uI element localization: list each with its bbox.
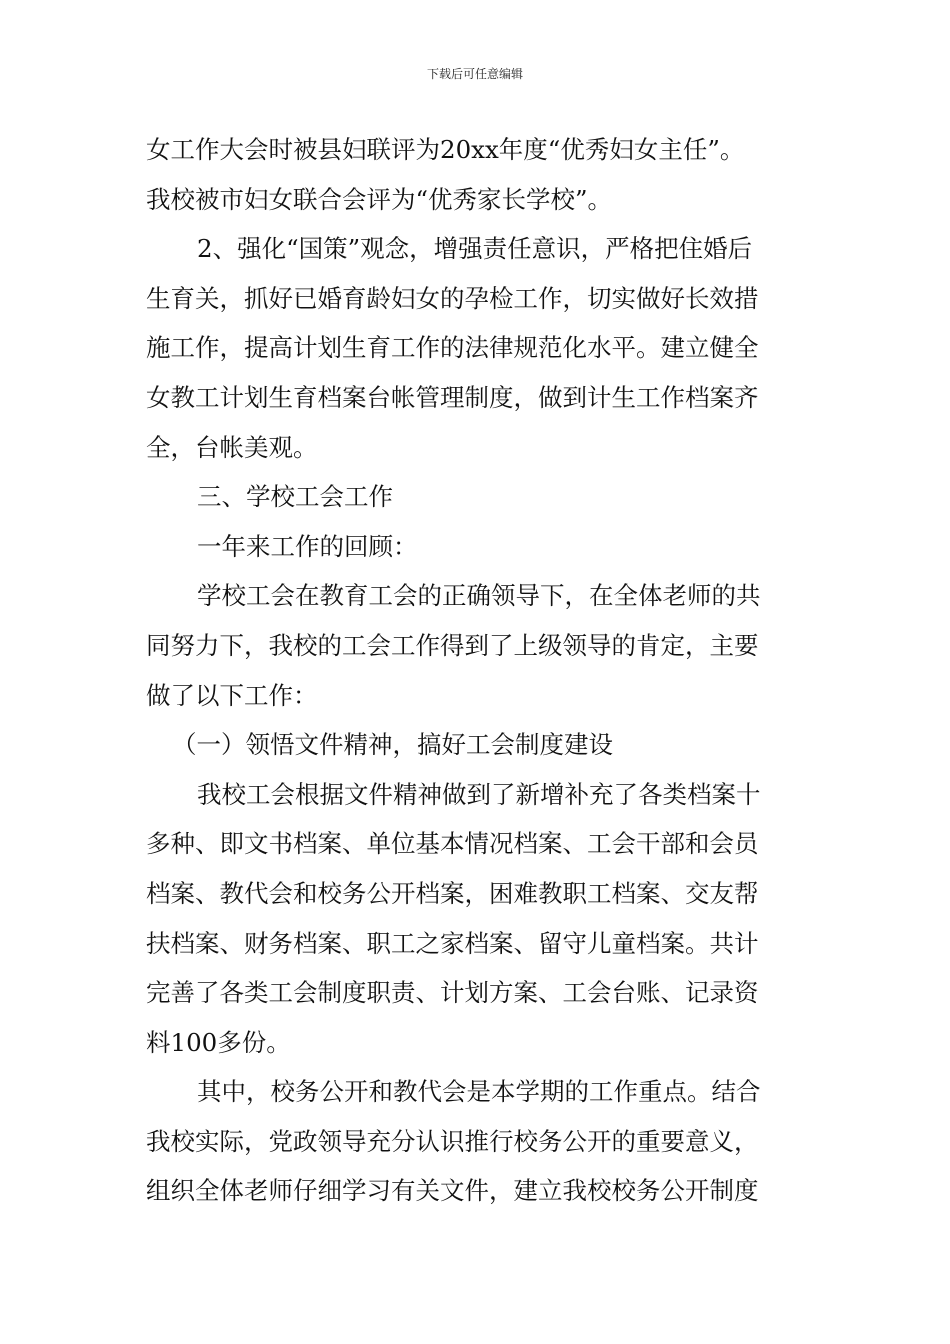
page-header: 下载后可任意编辑	[426, 67, 523, 81]
text-line: 料100多份。	[146, 1027, 291, 1057]
paragraph-first-line: 其中，校务公开和教代会是本学期的工作重点。结合	[197, 1077, 761, 1107]
subsection-heading: （一）领悟文件精神，搞好工会制度建设	[172, 730, 613, 760]
text-line: 女工作大会时被县妇联评为20xx年度“优秀妇女主任”。	[146, 135, 745, 164]
section-heading: 三、学校工会工作	[197, 482, 393, 512]
text-line: 档案、教代会和校务公开档案，困难教职工档案、交友帮	[146, 878, 759, 908]
text-line: 完善了各类工会制度职责、计划方案、工会台账、记录资	[146, 978, 759, 1008]
text-line: 女教工计划生育档案台帐管理制度，做到计生工作档案齐	[146, 382, 759, 412]
text-line: 组织全体老师仔细学习有关文件，建立我校校务公开制度	[146, 1176, 759, 1206]
text-line: 我校实际，党政领导充分认识推行校务公开的重要意义，	[146, 1126, 759, 1156]
text-line: 我校被市妇女联合会评为“优秀家长学校”。	[146, 184, 613, 214]
text-line: 施工作，提高计划生育工作的法律规范化水平。建立健全	[146, 333, 759, 363]
text-line: 全，台帐美观。	[146, 432, 318, 462]
paragraph-first-line: 2、强化“国策”观念，增强责任意识，严格把住婚后	[197, 234, 753, 264]
paragraph-first-line: 学校工会在教育工会的正确领导下，在全体老师的共	[197, 581, 761, 611]
paragraph-first-line: 我校工会根据文件精神做到了新增补充了各类档案十	[197, 779, 761, 809]
text-line: 做了以下工作：	[146, 680, 318, 710]
text-line: 生育关，抓好已婚育龄妇女的孕检工作，切实做好长效措	[146, 283, 759, 313]
subsection-heading: 一年来工作的回顾：	[197, 531, 418, 561]
text-line: 多种、即文书档案、单位基本情况档案、工会干部和会员	[146, 829, 759, 859]
document-body	[146, 125, 810, 1216]
text-line: 同努力下，我校的工会工作得到了上级领导的肯定，主要	[146, 630, 759, 660]
text-line: 扶档案、财务档案、职工之家档案、留守儿童档案。共计	[146, 928, 759, 958]
